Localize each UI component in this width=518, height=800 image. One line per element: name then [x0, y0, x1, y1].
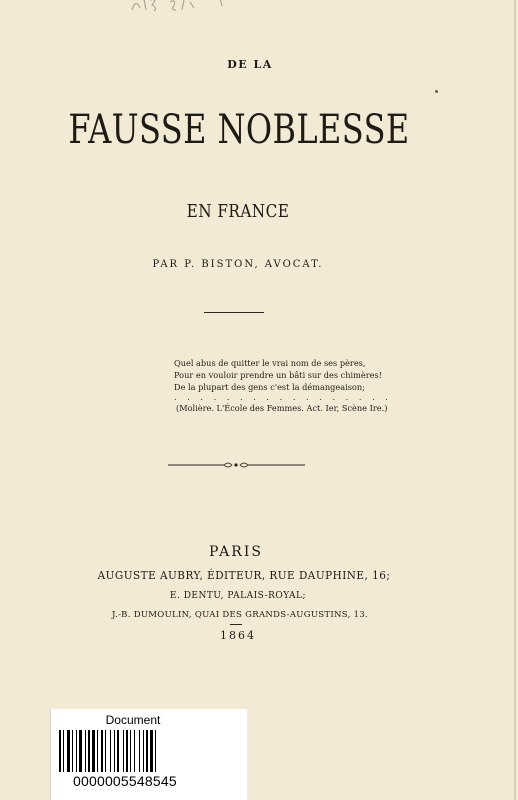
- imprint-year: 1864: [220, 629, 256, 642]
- barcode-bar: [110, 730, 111, 772]
- barcode-bar: [146, 730, 148, 772]
- barcode-bar: [105, 730, 106, 772]
- barcode-bar: [79, 730, 82, 772]
- epigraph-line: Quel abus de quitter le vrai nom de ses pères,: [174, 358, 366, 368]
- epigraph-line: Pour en vouloir prendre un bâti sur des chimères!: [174, 370, 383, 380]
- barcode-bar: [126, 730, 128, 772]
- barcode-bar: [155, 730, 156, 772]
- year-divider: [230, 624, 242, 625]
- imprint-bookseller: J.-B. DUMOULIN, QUAI DES GRANDS-AUGUSTINS, 13.: [111, 610, 369, 620]
- barcode-bar: [85, 730, 86, 772]
- barcode-bar: [88, 730, 90, 772]
- barcode-bar: [59, 730, 61, 772]
- barcode-bar: [76, 730, 77, 772]
- barcode-bar: [97, 730, 98, 772]
- pencil-annotation: [130, 0, 260, 14]
- barcode-title: Document: [105, 713, 161, 727]
- barcode-bar: [117, 730, 119, 772]
- barcode-bar: [67, 730, 70, 772]
- barcode-bar: [143, 730, 144, 772]
- barcode-bar: [134, 730, 135, 772]
- book-subtitle: EN FRANCE: [186, 201, 290, 222]
- barcode-bar: [139, 730, 140, 772]
- epigraph: [174, 357, 414, 414]
- specks-mark: [435, 90, 438, 93]
- author-line: PAR P. BISTON, AVOCAT.: [152, 259, 324, 270]
- ornamental-rule-icon: [168, 460, 305, 470]
- barcode-bar: [63, 730, 64, 772]
- imprint-city: PARIS: [209, 544, 263, 560]
- barcode-bar: [101, 730, 103, 772]
- barcode-sticker: [50, 709, 247, 800]
- barcode-bar: [114, 730, 115, 772]
- barcode-icon: [57, 730, 219, 776]
- epigraph-attribution: (Molière. L'École des Femmes. Act. Ier, Scène Ire.): [176, 403, 388, 413]
- epigraph-line: De la plupart des gens c'est la démangeaison;: [174, 382, 365, 392]
- imprint-publisher: AUGUSTE AUBRY, ÉDITEUR, RUE DAUPHINE, 16;: [97, 569, 391, 582]
- barcode-number: 0000005548545: [73, 773, 177, 789]
- barcode-bar: [130, 730, 131, 772]
- imprint-bookseller: E. DENTU, PALAIS-ROYAL;: [169, 591, 307, 601]
- barcode-bar: [150, 730, 153, 772]
- page-edge: [514, 0, 516, 800]
- pre-title: DE LA: [227, 58, 273, 71]
- title-divider: [204, 312, 264, 313]
- barcode-bar: [92, 730, 95, 772]
- epigraph-ellipsis: . . . . . . . . . . . . . . . . .: [174, 392, 392, 402]
- barcode-bar: [123, 730, 124, 772]
- book-title: FAUSSE NOBLESSE: [68, 107, 410, 153]
- barcode-bar: [72, 730, 73, 772]
